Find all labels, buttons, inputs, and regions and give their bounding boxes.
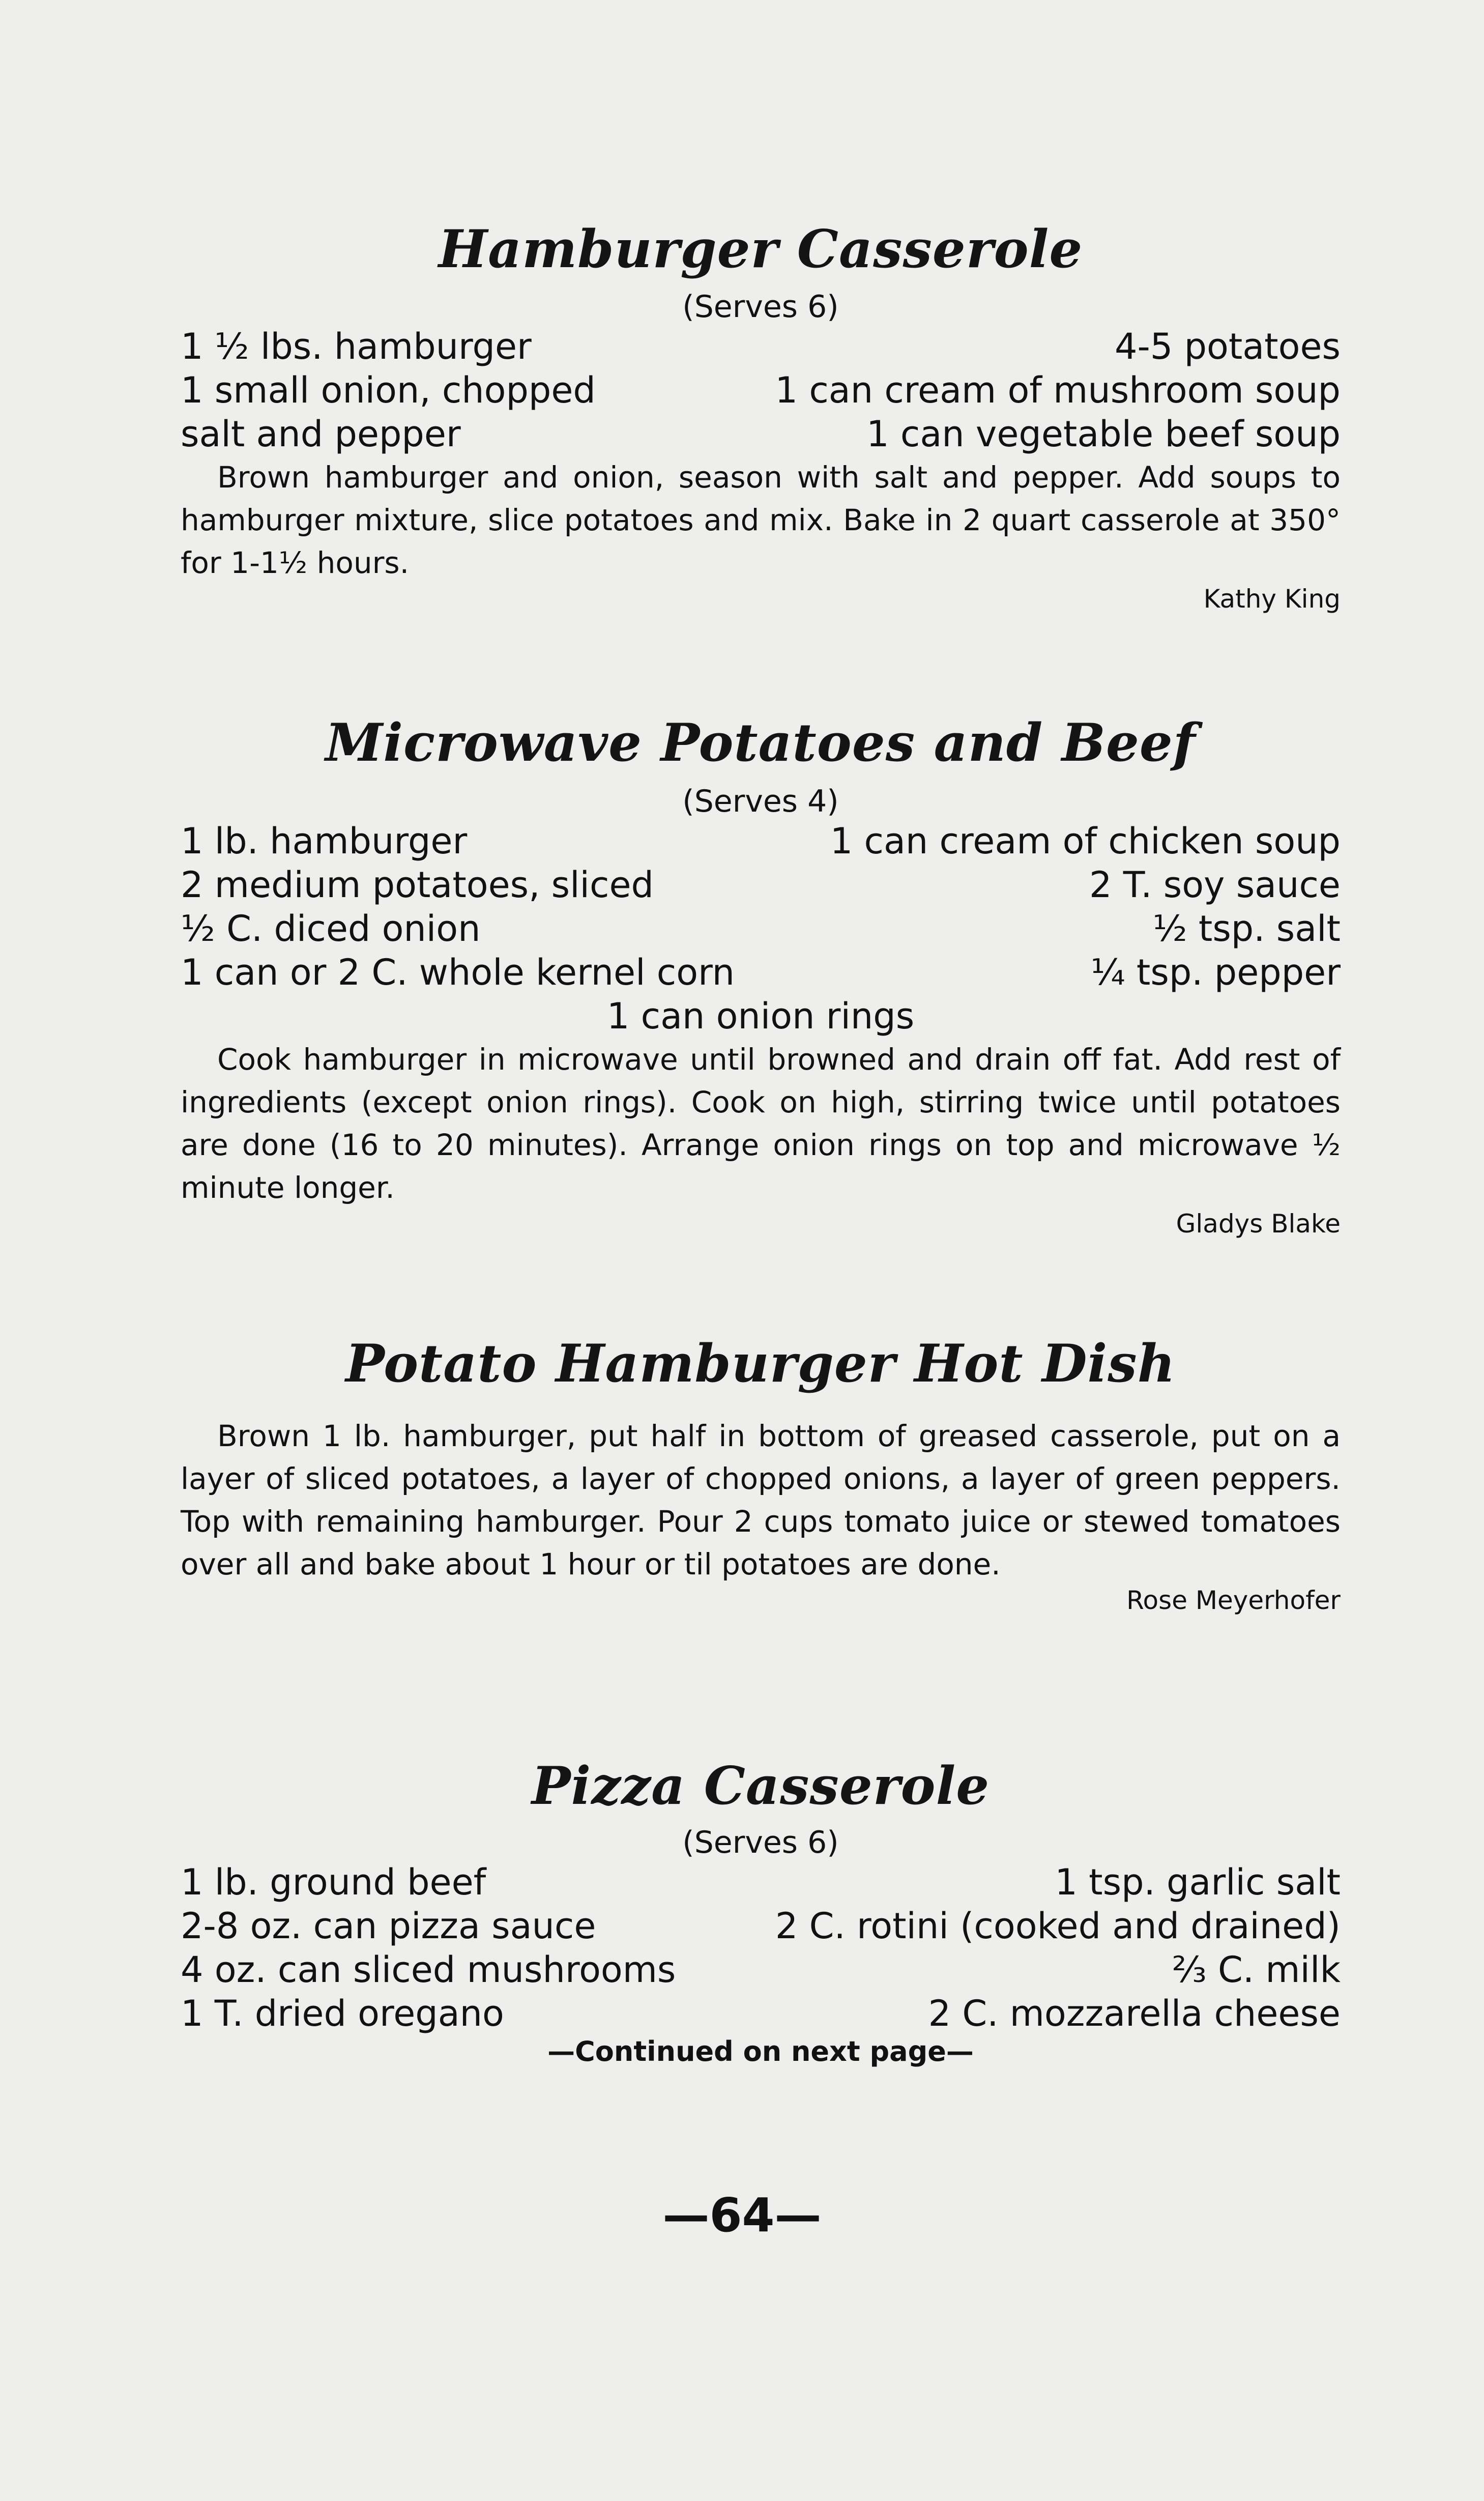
ingredient-row [181,1992,1341,2035]
ingredient-left: 1 can or 2 C. whole kernel corn [181,952,735,993]
ingredient-row [181,907,1341,951]
ingredient-right: 1 can cream of mushroom soup [775,369,1341,411]
recipe-potato-hamburger-hot-dish [181,1333,1341,1615]
ingredient-row [181,863,1341,907]
instructions: Brown 1 lb. hamburger, put half in bottom of greased casserole, put on a layer of sliced potatoes, a layer of chopped onions, a layer of green peppers. Top with remaining hamburger. Pour 2 cups tomato juice or stewed tomatoes over all and bake about 1 hour or til potatoes are done. [181,1419,1341,1582]
serves-note: (Serves 6) [682,289,839,325]
ingredient-list [181,1860,1341,2035]
ingredient-left: 2 medium potatoes, sliced [181,864,654,906]
recipe-title: Pizza Casserole [531,1756,990,1817]
ingredient-row [181,819,1341,863]
ingredient-row [181,325,1341,368]
serves-note: (Serves 4) [682,784,839,819]
ingredient-right: 1 can vegetable beef soup [866,413,1341,455]
continued-note: —Continued on next page— [547,2035,974,2067]
recipe-pizza-casserole [181,1756,1341,2067]
ingredient-left: 1 T. dried oregano [181,1993,504,2034]
recipe-credit: Gladys Blake [1176,1209,1341,1239]
ingredient-right: 2 C. rotini (cooked and drained) [775,1905,1341,1947]
recipe-credit: Kathy King [1203,584,1341,614]
ingredient-left: ½ C. diced onion [181,908,481,950]
ingredient-list [181,819,1341,1038]
ingredient-right: 1 tsp. garlic salt [1055,1861,1341,1903]
recipe-title: Microwave Potatoes and Beef [325,712,1196,773]
recipe-title: Potato Hamburger Hot Dish [345,1333,1176,1394]
ingredient-right: ½ tsp. salt [1152,908,1341,950]
recipe-hamburger-casserole [181,219,1341,614]
ingredient-right: ⅔ C. milk [1172,1949,1341,1991]
instructions: Cook hamburger in microwave until browned and drain off fat. Add rest of ingredients (except onion rings). Cook on high, stirring twice until potatoes are done (16 to 20 minutes). Arrange onion rings on top and microwave ½ minute longer. [181,1042,1341,1205]
ingredient-left: 2-8 oz. can pizza sauce [181,1905,596,1947]
ingredient-right: ¼ tsp. pepper [1090,952,1341,993]
ingredient-row [181,368,1341,412]
ingredient-right: 2 T. soy sauce [1089,864,1341,906]
ingredient-center: 1 can onion rings [606,995,915,1037]
ingredient-left: 1 ½ lbs. hamburger [181,326,532,367]
ingredient-right: 2 C. mozzarella cheese [928,1993,1341,2034]
page-number: —64— [662,2188,822,2243]
ingredient-left: 1 small onion, chopped [181,369,596,411]
ingredient-left: 4 oz. can sliced mushrooms [181,1949,676,1991]
instructions: Brown hamburger and onion, season with salt and pepper. Add soups to hamburger mixture, slice potatoes and mix. Bake in 2 quart casserole at 350° for 1-1½ hours. [181,460,1341,580]
ingredient-left: 1 lb. ground beef [181,1861,486,1903]
ingredient-row [181,1948,1341,1992]
ingredient-right: 1 can cream of chicken soup [830,820,1341,862]
ingredient-left: 1 lb. hamburger [181,820,468,862]
ingredient-row [181,1860,1341,1904]
recipe-credit: Rose Meyerhofer [1126,1586,1341,1615]
ingredient-left: salt and pepper [181,413,461,455]
ingredient-row [181,1904,1341,1948]
ingredient-row [181,412,1341,456]
recipe-microwave-potatoes-and-beef [181,712,1341,1239]
serves-note: (Serves 6) [682,1825,839,1860]
ingredient-list [181,325,1341,456]
recipe-title: Hamburger Casserole [438,219,1083,280]
ingredient-right: 4-5 potatoes [1115,326,1341,367]
ingredient-row [181,951,1341,994]
